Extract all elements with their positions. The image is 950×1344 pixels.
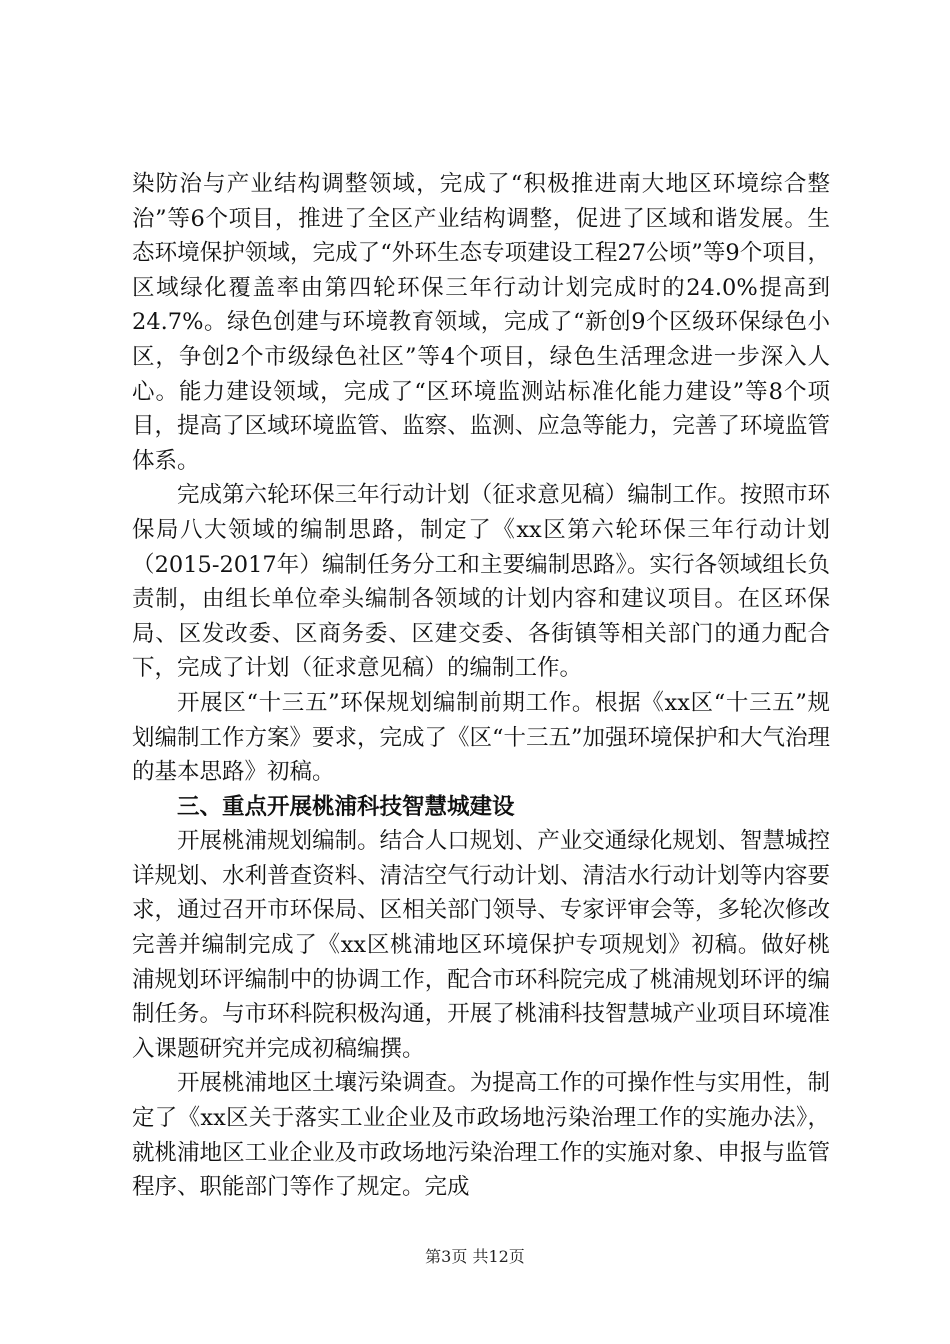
section-heading: 三、重点开展桃浦科技智慧城建设 [177, 793, 515, 820]
paragraph-taopu-planning: 开展桃浦规划编制。结合人口规划、产业交通绿化规划、智慧城控详规划、水利普查资料、清洁空气行动计划、清洁水行动计划等内容要求，通过召开市环保局、区相关部门领导、专家评审会等，多轮次修改完善并编制完成了《xx区桃浦地区环境保护专项规划》初稿。做好桃浦规划环评编制中的协调工作，配合市环科院完成了桃浦规划环评的编制任务。与市环科院积极沟通，开展了桃浦科技智慧城产业项目环境准入课题研究并完成初稿编撰。 [132, 828, 830, 1062]
page-number-label: 第3页 共12页 [425, 1247, 525, 1266]
page-footer [0, 1244, 950, 1267]
document-body [132, 167, 830, 1205]
paragraph-sixth-round-plan: 完成第六轮环保三年行动计划（征求意见稿）编制工作。按照市环保局八大领域的编制思路，制定了《xx区第六轮环保三年行动计划（2015-2017年）编制任务分工和主要编制思路》。实行各领域组长负责制，由组长单位牵头编制各领域的计划内容和建议项目。在区环保局、区发改委、区商务委、区建交委、各街镇等相关部门的通力配合下，完成了计划（征求意见稿）的编制工作。 [132, 482, 830, 682]
paragraph-thirteenth-five-year: 开展区“十三五”环保规划编制前期工作。根据《xx区“十三五”规划编制工作方案》要求，完成了《区“十三五”加强环境保护和大气治理的基本思路》初稿。 [132, 689, 831, 786]
paragraph-continued: 染防治与产业结构调整领域，完成了“积极推进南大地区环境综合整治”等6个项目，推进了全区产业结构调整，促进了区域和谐发展。生态环境保护领域，完成了“外环生态专项建设工程27公顷”等9个项目，区域绿化覆盖率由第四轮环保三年行动计划完成时的24.0%提高到24.7%。绿色创建与环境教育领域，完成了“新创9个区级环保绿色小区，争创2个市级绿色社区”等4个项目，绿色生活理念进一步深入人心。能力建设领域，完成了“区环境监测站标准化能力建设”等8个项目，提高了区域环境监管、监察、监测、应急等能力，完善了环境监管体系。 [132, 171, 830, 474]
paragraph-taopu-soil-survey: 开展桃浦地区土壤污染调查。为提高工作的可操作性与实用性，制定了《xx区关于落实工业企业及市政场地污染治理工作的实施办法》，就桃浦地区工业企业及市政场地污染治理工作的实施对象、申报与监管程序、职能部门等作了规定。完成 [132, 1070, 830, 1201]
